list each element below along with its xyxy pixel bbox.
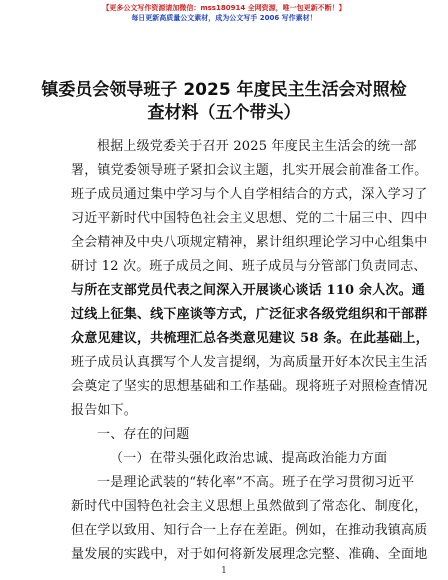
paragraph1-line: 班子成员通过集中学习与个人自学相结合的方式，深入学习了 <box>71 187 428 202</box>
paragraph1-line: 班子成员认真撰写个人发言提纲，为高质量开好本次民主生活 <box>71 355 428 370</box>
promo-banner-line1: 【更多公文写作资源请加微信：mss180914 全网资源，唯一包更新不断！】 <box>102 4 346 12</box>
paragraph1-line: 与所在支部党员代表之间深入开展谈心谈话 110 余人次。通 <box>71 283 425 298</box>
section-heading: 一、存在的问题 <box>97 427 190 442</box>
paragraph1-line: 习近平新时代中国特色社会主义思想、党的二十届三中、四中 <box>71 211 428 226</box>
paragraph2-line: 新时代中国特色社会主义思想上虽然做到了常态化、制度化， <box>71 499 428 514</box>
paragraph1-line: 众意见建议，共梳理汇总各类意见建议 58 条。在此基础上， <box>71 331 429 346</box>
page-number: 1 <box>221 566 227 576</box>
paragraph1-line: 全会精神及中央八项规定精神，累计组织理论学习中心组集中 <box>71 235 428 250</box>
subsection-heading: （一）在带头强化政治忠诚、提高政治能力方面 <box>110 451 388 466</box>
document-title-line2: 查材料（五个带头） <box>147 103 301 123</box>
paragraph2-line: 但在学以致用、知行合一上存在差距。例如，在推动我镇高质 <box>71 523 428 538</box>
document-title-line1: 镇委员会领导班子 2025 年度民主生活会对照检 <box>41 80 407 100</box>
paragraph1-line: 根据上级党委关于召开 2025 年度民主生活会的统一部 <box>97 139 417 154</box>
promo-banner-line2: 每日更新高质量公文素材，成为公文写手 2006 写作素材！ <box>131 14 317 22</box>
paragraph1-line: 署，镇党委领导班子紧扣会议主题，扎实开展会前准备工作。 <box>71 163 428 178</box>
paragraph1-line: 研讨 12 次。班子成员之间、班子成员与分管部门负责同志、 <box>71 259 427 274</box>
paragraph1-line: 会奠定了坚实的思想基础和工作基础。现将班子对照检查情况 <box>71 379 428 394</box>
paragraph1-line: 过线上征集、线下座谈等方式，广泛征求各级党组织和干部群 <box>71 307 428 322</box>
paragraph2-line: 量发展的实践中，对于如何将新发展理念完整、准确、全面地 <box>71 547 428 562</box>
paragraph2-line: 一是理论武装的“转化率”不高。班子在学习贯彻习近平 <box>97 475 415 490</box>
paragraph1-line: 报告如下。 <box>71 403 138 418</box>
